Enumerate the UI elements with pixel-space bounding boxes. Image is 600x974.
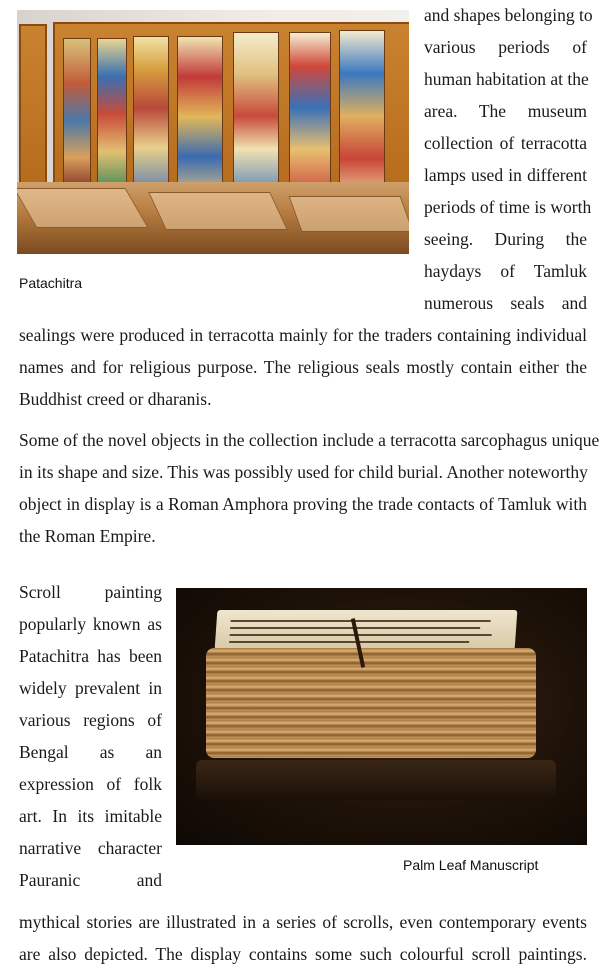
paragraph-line: human habitation at the <box>424 69 589 89</box>
paragraph-line: and shapes belonging to <box>424 5 593 25</box>
paragraph-line: popularly known as <box>19 614 162 634</box>
paragraph-line: narrative character <box>19 838 162 858</box>
paragraph-line: object in display is a Roman Amphora proving the trade contacts of Tamluk with <box>19 494 587 514</box>
paragraph-line: haydays of Tamluk <box>424 261 587 281</box>
manuscript-caption: Palm Leaf Manuscript <box>403 857 539 873</box>
paragraph-line: collection of terracotta <box>424 133 587 153</box>
paragraph-line: Patachitra has been <box>19 646 162 666</box>
paragraph-line: sealings were produced in terracotta mainly for the traders containing individual <box>19 325 587 345</box>
paragraph-line: Scroll painting <box>19 582 162 602</box>
palm-leaf-manuscript-photo <box>176 588 587 845</box>
paragraph-line: various regions of <box>19 710 162 730</box>
paragraph-line: Bengal as an <box>19 742 162 762</box>
paragraph-line: are also depicted. The display contains some such colourful scroll paintings. <box>19 944 587 964</box>
paragraph-line: widely prevalent in <box>19 678 162 698</box>
patachitra-photo <box>17 10 409 254</box>
paragraph-line: area. The museum <box>424 101 587 121</box>
paragraph-line: various periods of <box>424 37 587 57</box>
paragraph-line: lamps used in different <box>424 165 587 185</box>
paragraph-line: in its shape and size. This was possibly used for child burial. Another noteworthy <box>19 462 588 482</box>
paragraph-line: mythical stories are illustrated in a series of scrolls, even contemporary events <box>19 912 587 932</box>
paragraph-line: art. In its imitable <box>19 806 162 826</box>
paragraph-line: Pauranic and <box>19 870 162 890</box>
paragraph-line: the Roman Empire. <box>19 526 156 546</box>
paragraph-line: Some of the novel objects in the collection include a terracotta sarcophagus unique <box>19 430 600 450</box>
paragraph-line: names and for religious purpose. The religious seals mostly contain either the <box>19 357 587 377</box>
patachitra-caption: Patachitra <box>19 275 83 291</box>
paragraph-line: periods of time is worth <box>424 197 592 217</box>
paragraph-line: expression of folk <box>19 774 162 794</box>
paragraph-line: Buddhist creed or dharanis. <box>19 389 212 409</box>
paragraph-line: numerous seals and <box>424 293 587 313</box>
paragraph-line: seeing. During the <box>424 229 587 249</box>
